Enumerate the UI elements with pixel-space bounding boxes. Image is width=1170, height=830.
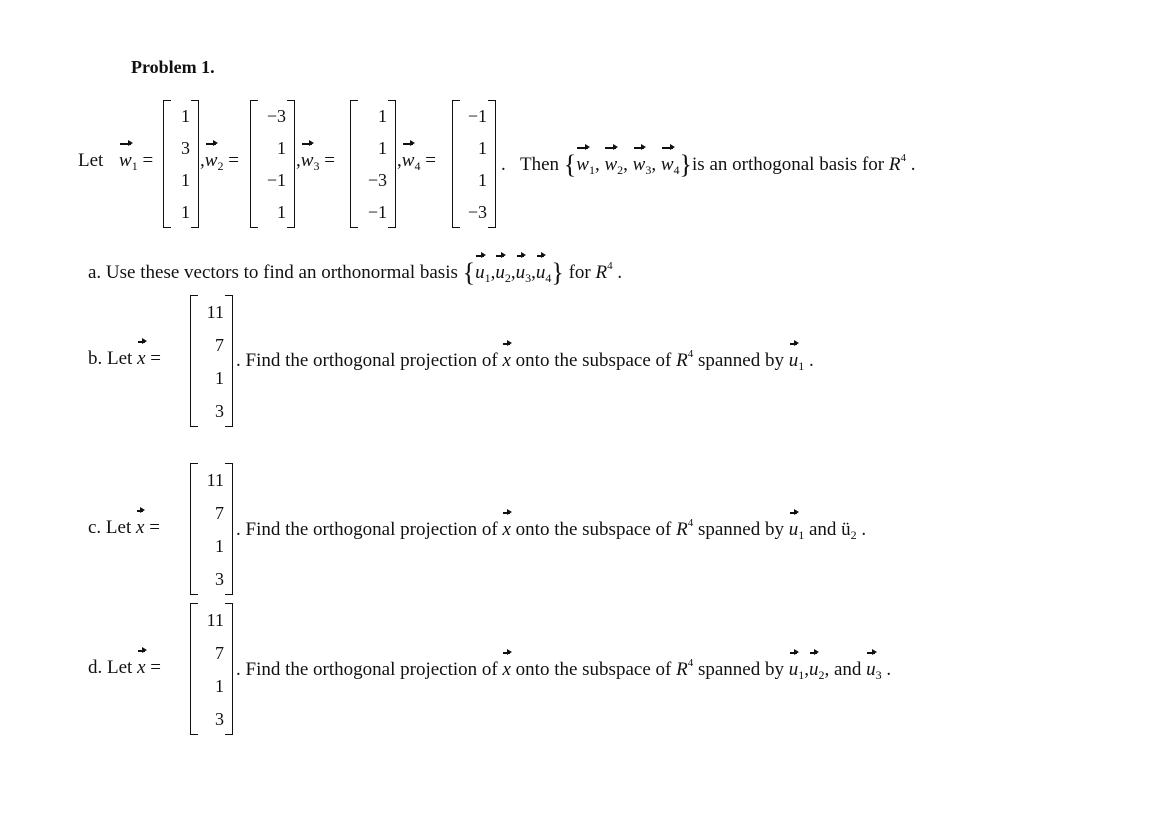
part-c-let: c. Let x = <box>88 517 160 538</box>
part-b-let: b. Let x = <box>88 348 161 369</box>
part-c-text: . Find the orthogonal projection of x onto the subspace of $R^4$ spanned by $u_1$ and $ü_2$ . <box>236 517 867 542</box>
part-b-x-matrix: 11 7 1 3 <box>190 295 233 427</box>
w2-label: $,w_2$ = <box>200 150 239 173</box>
w3-matrix: 1 1 −3 −1 <box>350 100 396 228</box>
intro-let: Let <box>78 150 104 171</box>
w2-matrix: −3 1 −1 1 <box>250 100 295 228</box>
problem-title: Problem 1. <box>131 57 215 77</box>
part-d-text: . Find the orthogonal projection of x onto the subspace of $R^4$ spanned by $u_1,u_2$, and $u_3$ . <box>236 657 892 682</box>
part-a: a. Use these vectors to find an orthonormal basis $\{u_1,u_2,u_3,u_4\}$ for $R^4$ . <box>88 258 623 287</box>
part-d-x-matrix: 11 7 1 3 <box>190 603 233 735</box>
part-c-x-matrix: 11 7 1 3 <box>190 463 233 595</box>
part-d-let: d. Let x = <box>88 657 161 678</box>
w1-label: $w_1$ = <box>119 150 154 173</box>
w3-label: $,w_3$ = <box>296 150 335 173</box>
part-b-text: . Find the orthogonal projection of x onto the subspace of $R^4$ spanned by $u_1$ . <box>236 348 814 373</box>
w1-matrix: 1 3 1 1 <box>163 100 199 228</box>
intro-then-sentence: . Then {$w_1$, $w_2$, $w_3$, $w_4\}is$ an orthogonal basis for $R^4$ . <box>501 150 916 179</box>
w4-label: $,w_4$ = <box>397 150 436 173</box>
w4-matrix: −1 1 1 −3 <box>452 100 496 228</box>
